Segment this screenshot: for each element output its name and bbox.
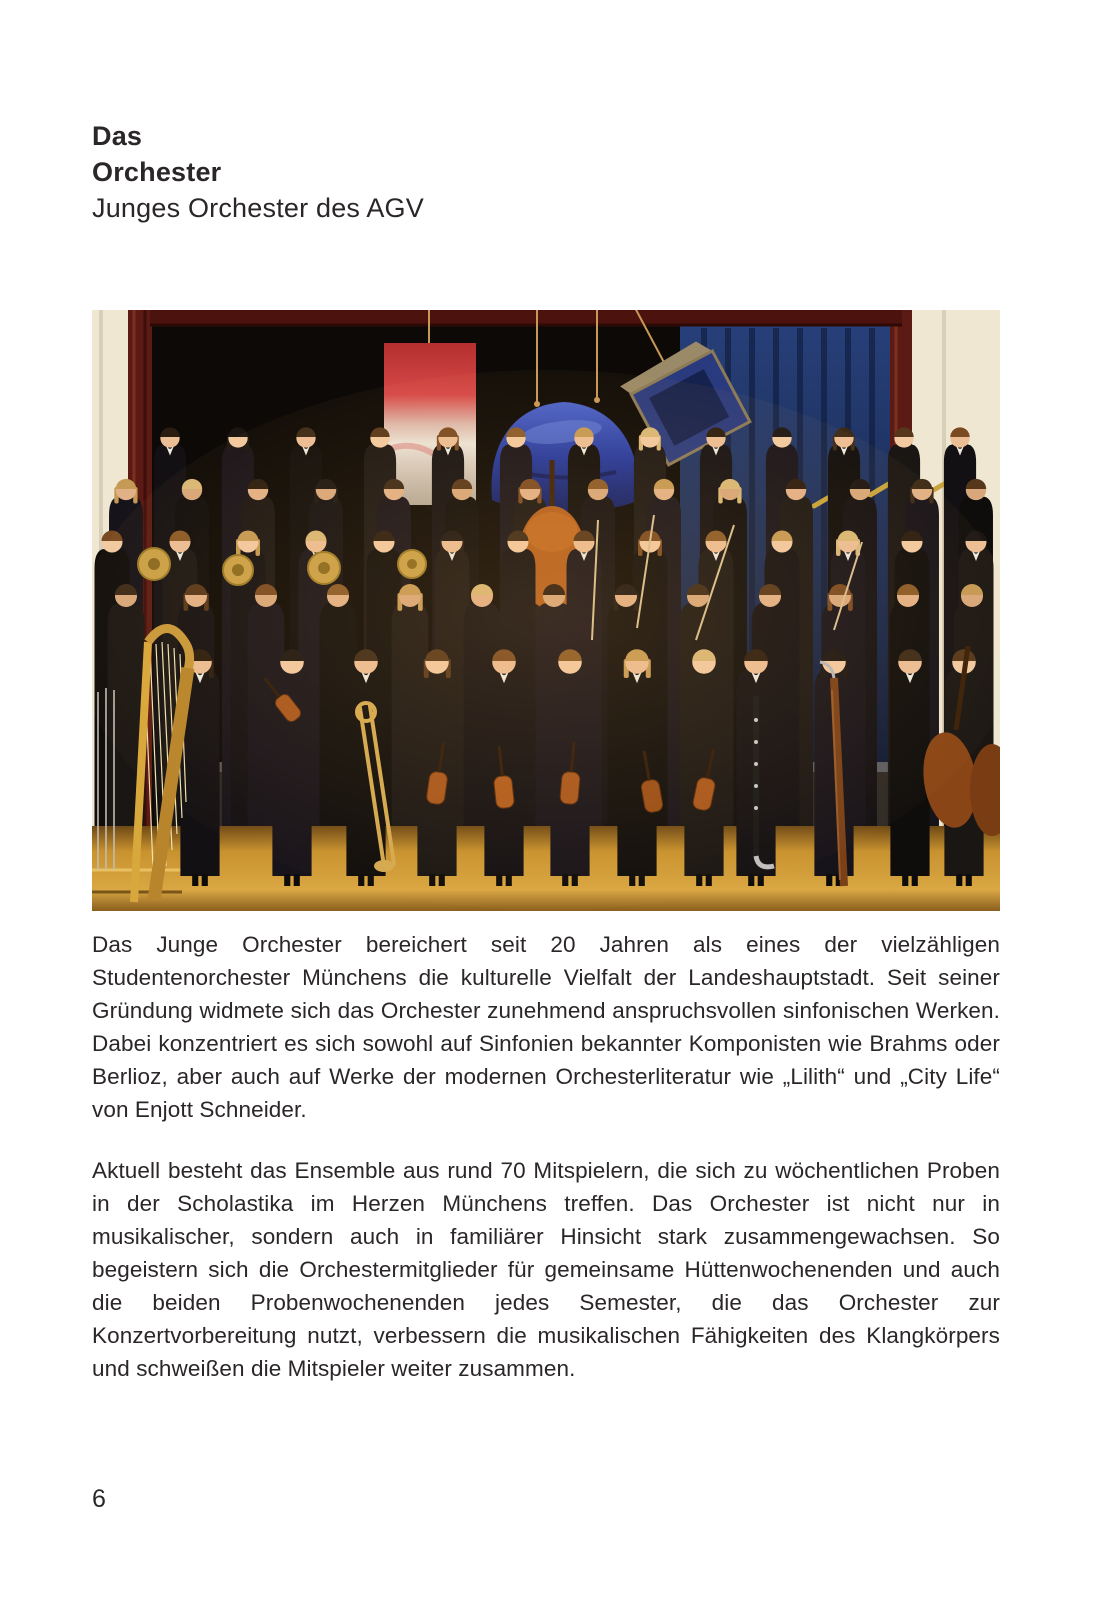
stage-light-glow [92,370,1000,910]
orchestra-photo [92,310,1000,911]
title-block [92,118,1000,226]
paragraph-2: Aktuell besteht das Ensemble aus rund 70 Mitspielern, die sich zu wöchentlichen Proben in der Scholastika im Herzen Münchens treffen. Das Orchester ist nicht nur in musikalischer, sondern auch in familiärer Hinsicht stark zusammengewachsen. So begeistern sich die Orchestermitglieder für gemeinsame Hüttenwochenenden und auch die beiden Probenwochenenden jedes Semester, die das Orchester zur Konzertvorbereitung nutzt, verbessern die musikalischen Fähigkeiten des Klangkörpers und schweißen die Mitspieler weiter zusammen. [92,1158,1000,1381]
page-number: 6 [92,1485,106,1513]
page-subtitle: Junges Orchester des AGV [92,193,424,223]
paragraph-1: Das Junge Orchester bereichert seit 20 Jahren als eines der vielzähligen Studentenorchester Münchens die kulturelle Vielfalt der Landeshauptstadt. Seit seiner Gründung widmete sich das Orchester zunehmend anspruchsvollen sinfonischen Werken. Dabei konzentriert es sich sowohl auf Sinfonien bekannter Komponisten wie Brahms oder Berlioz, aber auch auf Werke der modernen Orchesterliteratur wie „Lilith“ und „City Life“ von Enjott Schneider. [92,932,1000,1122]
title-line-1: Das [92,121,143,151]
orchestra-photo-svg [92,310,1000,911]
article-text [92,928,1000,1385]
title-line-2: Orchester [92,157,222,187]
curtain-valance [150,310,902,325]
